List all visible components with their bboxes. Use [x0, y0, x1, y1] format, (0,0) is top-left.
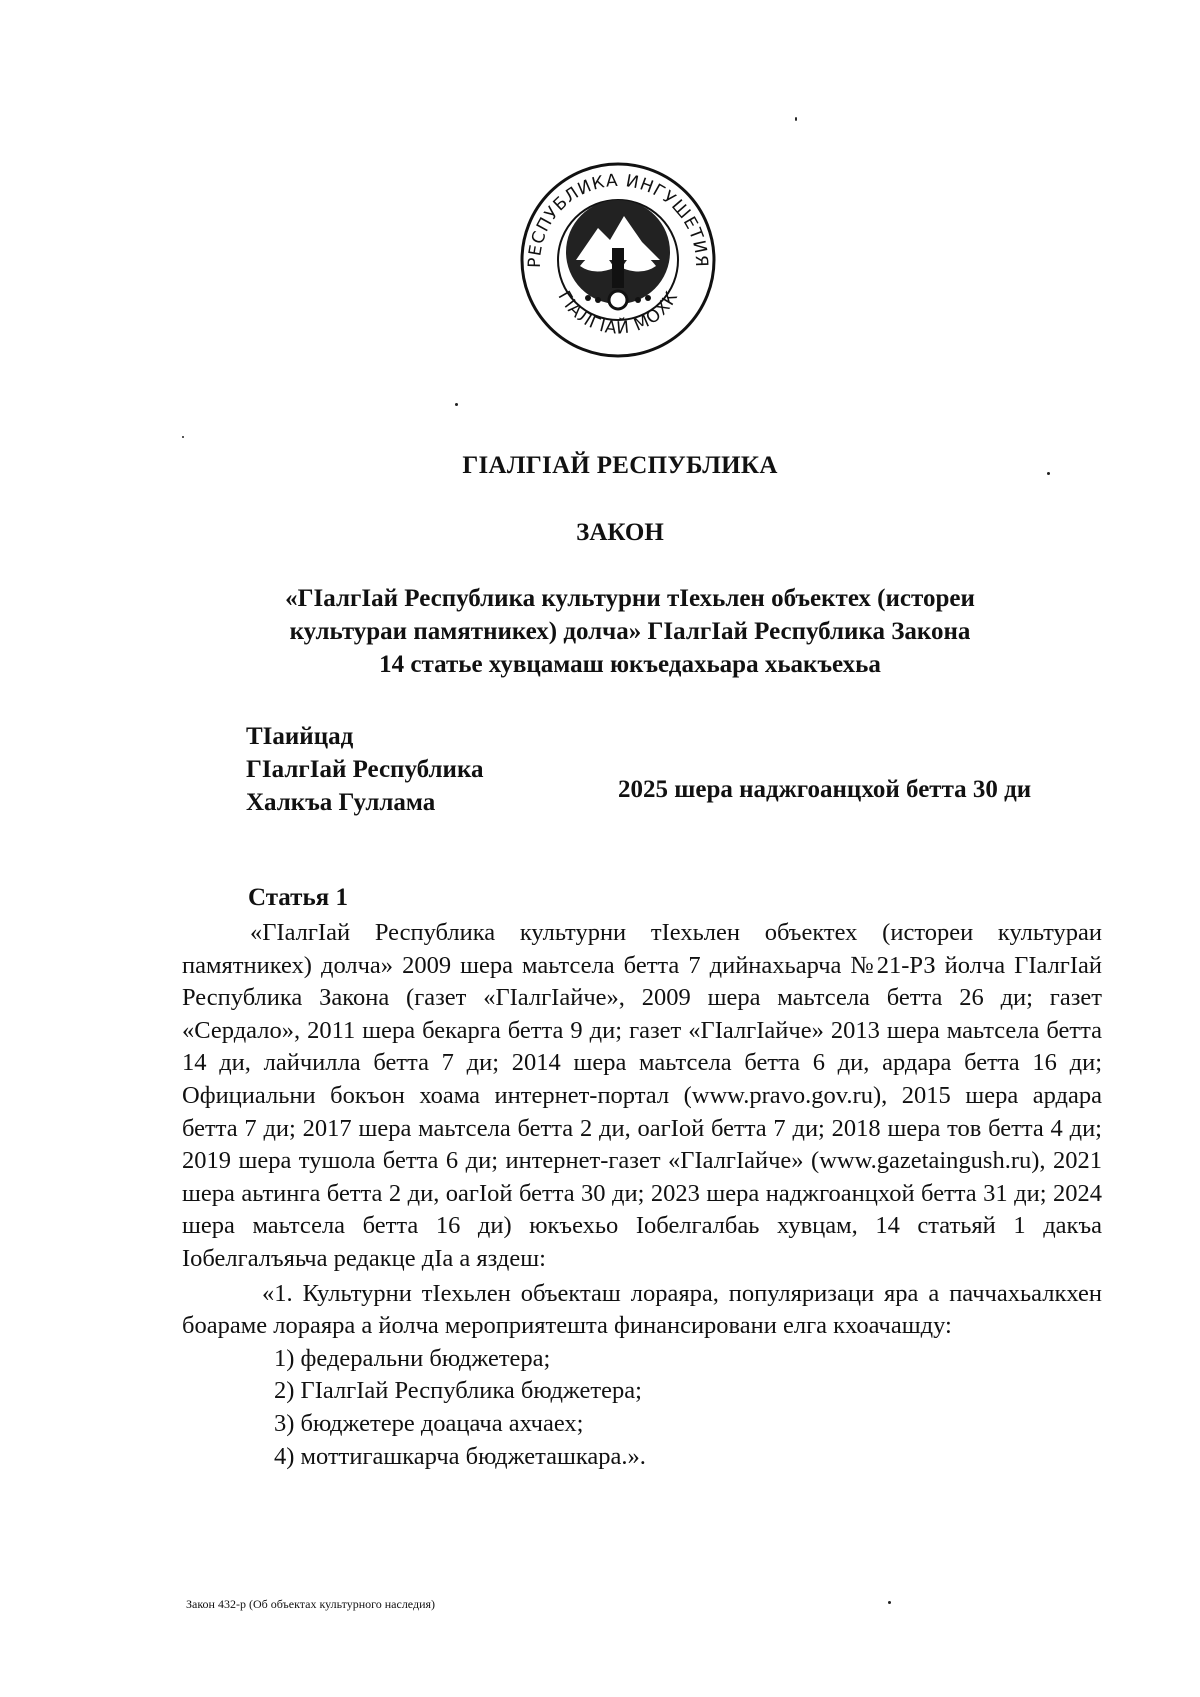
list-item: 1) федеральни бюджетера;: [274, 1344, 551, 1372]
list-item: 3) бюджетере доацача ахчаех;: [274, 1409, 584, 1437]
article-paragraph: «ГIалгIай Республика культурни тIехьлен объектех (истореи культураи памятникех) долча» 2009 шера маьтсела бетта 7 дийнахьарча №21-РЗ йолча ГIалгIай Республика Закона (газет «ГIалгIайче», 2009 шера маьтсела бетта 26 ди; газет «Сердало», 2011 шера бекарга бетта 9 ди; газет «ГIалгIайче» 2013 шера маьтсела бетта 14 ди, лайчилла бетта 7 ди; 2014 шера маьтсела бетта 6 ди, ардара бетта 16 ди; Официальни бокъон хоама интернет-портал (www.pravo.gov.ru), 2015 шера ардара бетта 7 ди; 2017 шера маьтсела бетта 2 ди, оагIой бетта 7 ди; 2018 шера тов бетта 4 ди; 2019 шера тушола бетта 6 ди; интернет-газет «ГIалгIайче» (www.gazetaingush.ru), 2021 шера аьтинга бетта 2 ди, оагIой бетта 30 ди; 2023 шера наджгоанцхой бетта 31 ди; 2024 шера маьтсела бетта 16 ди) юкъехьо Iобелгалбаь хувцам, 14 статьяй 1 дакъа Iобелгалъяьча редакце дIа а яздеш:: [182, 919, 1102, 1272]
funding-list: [182, 1343, 1102, 1473]
scan-speck: [182, 436, 184, 438]
law-title-line: 14 статье хувцамаш юкъедахьара хьакъехьа: [379, 651, 881, 678]
adoption-line: ГIалгIай Республика: [246, 756, 484, 783]
document-type: ЗАКОН: [576, 519, 664, 546]
article-heading: Статья 1: [248, 884, 348, 911]
footer-note: Закон 432-р (Об объектах культурного наследия): [186, 1597, 436, 1611]
scan-speck: [455, 403, 458, 406]
article-paragraph: «1. Культурни тIехьлен объекташ лораяра, популяризаци яра а паччахьалкхен боараме лораяра а йолча мероприятешта финансировани елга кхоачашду:: [182, 1279, 1102, 1340]
adoption-date: 2025 шера наджгоанцхой бетта 30 ди: [618, 776, 1032, 803]
emblem-text-bottom: ГIАЛГIАЙ МОХК: [553, 287, 683, 339]
scan-speck: [795, 117, 797, 121]
law-title-line: культураи памятникех) долча» ГIалгIай Республика Закона: [289, 618, 971, 645]
list-item: 4) моттигашкарча бюджеташкара.».: [274, 1442, 646, 1470]
list-item: 2) ГIалгIай Республика бюджетера;: [274, 1377, 642, 1405]
adoption-line: ТIаийцад: [246, 723, 354, 750]
article-body: [182, 895, 1102, 1473]
law-title-line: «ГIалгIай Республика культурни тIехьлен объектех (истореи: [285, 585, 975, 612]
republic-of-ingushetia-emblem-icon: [518, 160, 718, 360]
adoption-block: [246, 720, 483, 819]
scan-speck: [1047, 472, 1050, 475]
scan-speck: [888, 1601, 891, 1604]
law-title: [230, 582, 1030, 681]
republic-title: ГIАЛГIАЙ РЕСПУБЛИКА: [462, 452, 778, 479]
emblem-text-top: РЕСПУБЛИКА ИНГУШЕТИЯ: [524, 170, 712, 269]
adoption-line: Халкъа Гуллама: [246, 789, 436, 816]
